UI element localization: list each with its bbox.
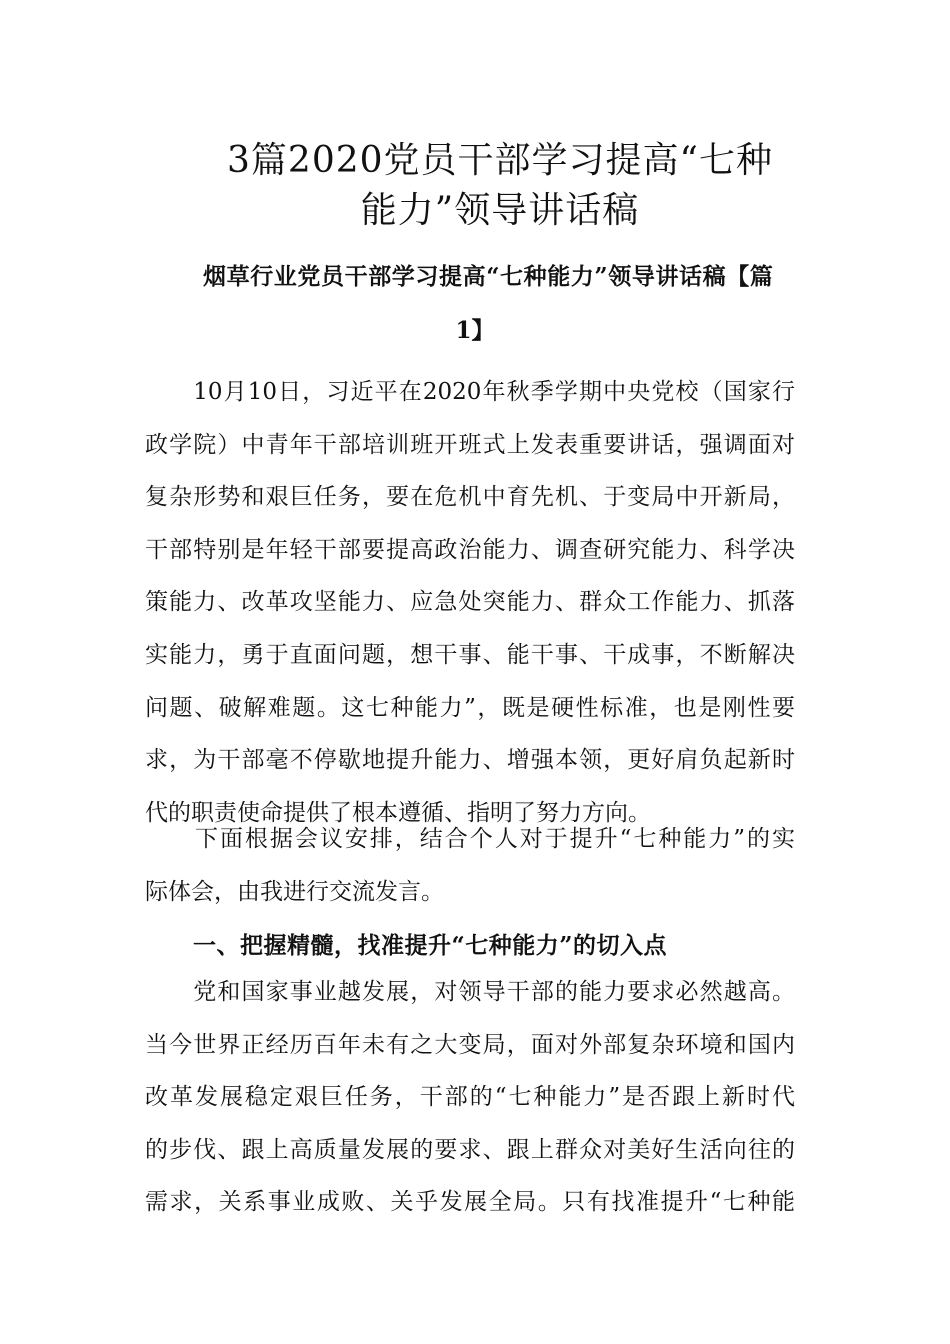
paragraph-line: 的步伐、跟上高质量发展的要求、跟上群众对美好生活向往的 bbox=[145, 1136, 795, 1163]
paragraph-line: 当今世界正经历百年未有之大变局，面对外部复杂环境和国内 bbox=[145, 1031, 795, 1058]
paragraph-line: 求，为干部毫不停歇地提升能力、增强本领，更好肩负起新时 bbox=[145, 747, 795, 774]
paragraph-line: 10月10日，习近平在2020年秋季学期中央党校（国家行 bbox=[145, 379, 795, 405]
section-heading-1: 一、把握精髓，找准提升“七种能力”的切入点 bbox=[193, 932, 667, 959]
paragraph-line: 代的职责使命提供了根本遵循、指明了努力方向。 bbox=[145, 799, 651, 826]
paragraph-line: 下面根据会议安排，结合个人对于提升“七种能力”的实 bbox=[145, 826, 795, 852]
document-title-line-1: 3篇2020党员干部学习提高“七种 bbox=[227, 140, 773, 181]
paragraph-line: 复杂形势和艰巨任务，要在危机中育先机、于变局中开新局， bbox=[145, 484, 795, 511]
paragraph-line: 改革发展稳定艰巨任务，干部的“七种能力”是否跟上新时代 bbox=[145, 1084, 795, 1111]
paragraph-line: 实能力，勇于直面问题，想干事、能干事、干成事，不断解决 bbox=[145, 641, 795, 668]
paragraph-line: 党和国家事业越发展，对领导干部的能力要求必然越高。 bbox=[145, 979, 795, 1005]
section-subtitle-line-2: 1】 bbox=[455, 317, 495, 344]
paragraph-line: 需求，关系事业成败、关乎发展全局。只有找准提升“七种能 bbox=[145, 1189, 795, 1216]
document-title-line-2: 能力”领导讲话稿 bbox=[360, 190, 640, 231]
paragraph-line: 策能力、改革攻坚能力、应急处突能力、群众工作能力、抓落 bbox=[145, 589, 795, 616]
paragraph-line: 际体会，由我进行交流发言。 bbox=[145, 878, 444, 905]
paragraph-2 bbox=[145, 813, 795, 918]
paragraph-line: 干部特别是年轻干部要提高政治能力、调查研究能力、科学决 bbox=[145, 536, 795, 563]
paragraph-line: 政学院）中青年干部培训班开班式上发表重要讲话，强调面对 bbox=[145, 431, 795, 458]
paragraph-1 bbox=[145, 366, 795, 839]
section-subtitle-line-1: 烟草行业党员干部学习提高“七种能力”领导讲话稿【篇 bbox=[203, 263, 774, 290]
paragraph-3 bbox=[145, 966, 795, 1229]
paragraph-line: 问题、破解难题。这七种能力”，既是硬性标准，也是刚性要 bbox=[145, 694, 795, 721]
